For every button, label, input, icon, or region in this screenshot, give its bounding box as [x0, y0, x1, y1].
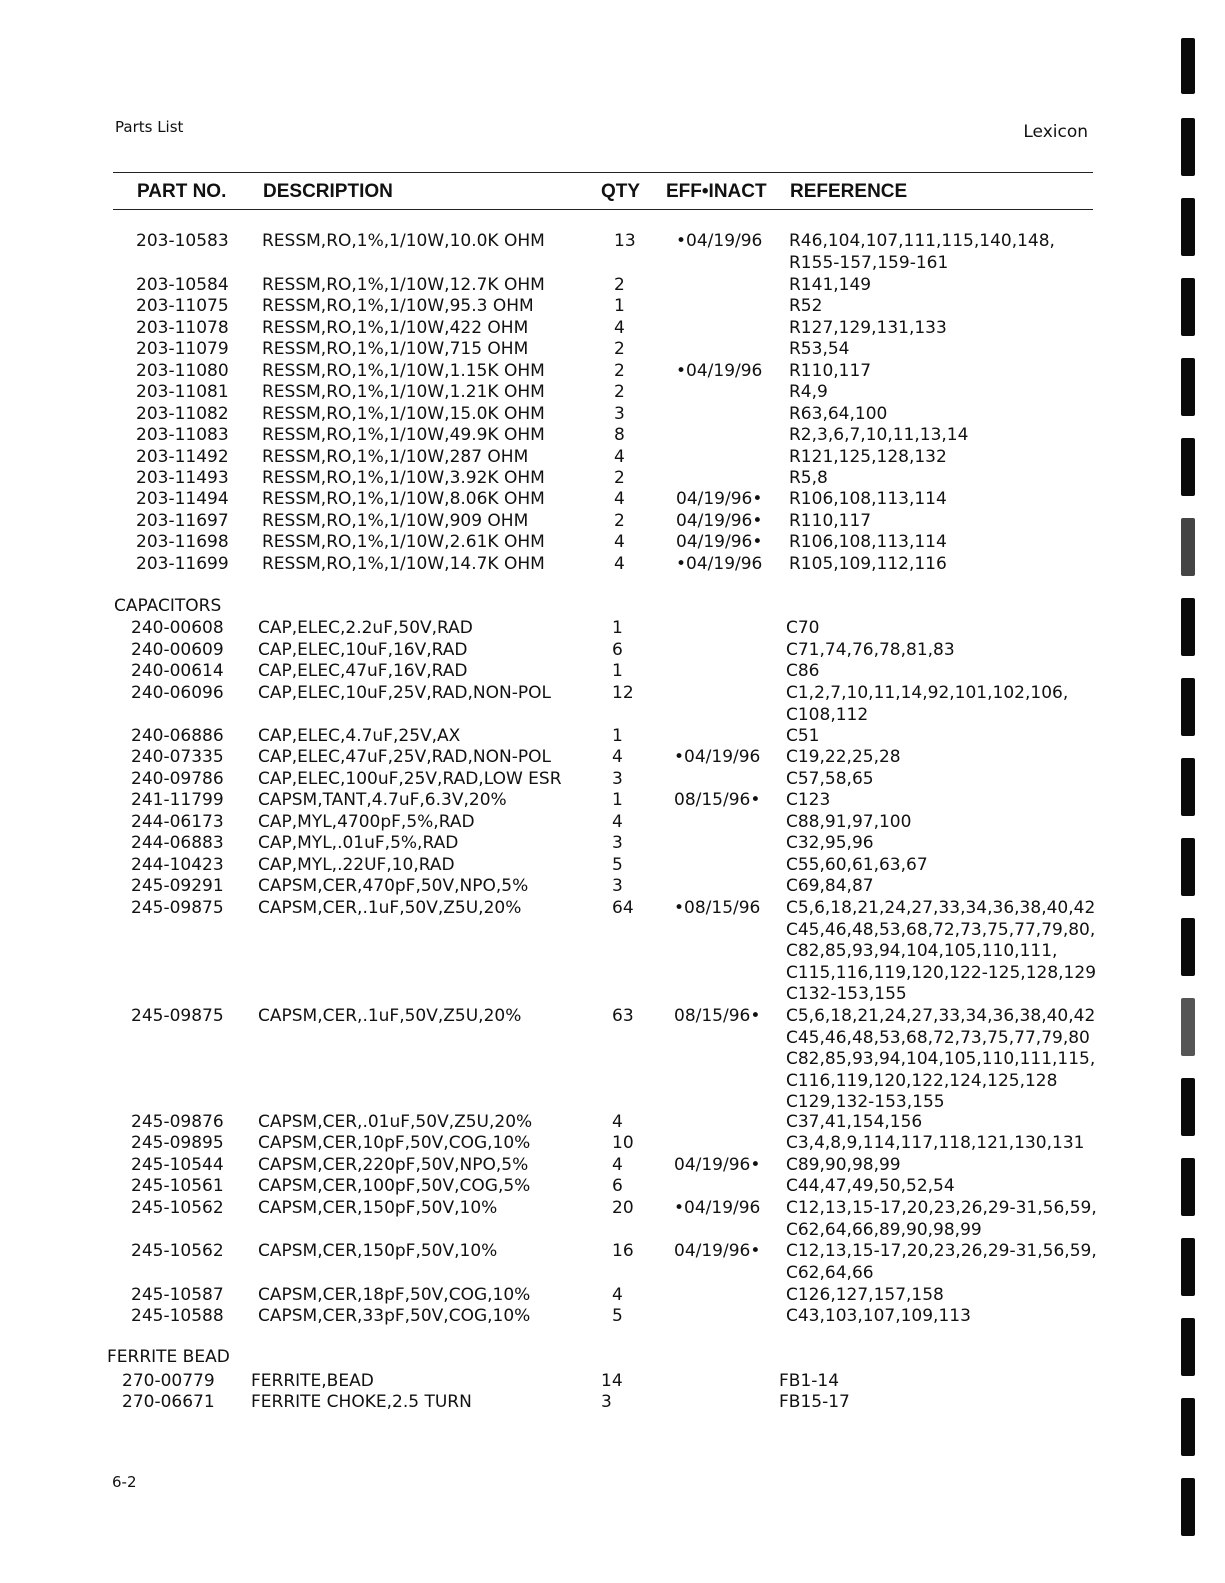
description: CAP,ELEC,47uF,25V,RAD,NON-POL: [258, 747, 551, 767]
reference: [789, 275, 871, 297]
part-number: 240-00609: [131, 640, 224, 660]
eff-inact-date: 04/19/96•: [674, 1241, 761, 1261]
qty: 3: [612, 769, 623, 789]
reference: [786, 640, 955, 662]
part-number: 245-10587: [131, 1285, 224, 1305]
qty: 4: [612, 812, 623, 832]
reference: [786, 833, 874, 855]
description: CAPSM,CER,150pF,50V,10%: [258, 1198, 498, 1218]
header-right: Lexicon: [1023, 122, 1088, 142]
part-number: 245-09876: [131, 1112, 224, 1132]
qty: 2: [614, 275, 625, 295]
reference-line: R141,149: [789, 275, 872, 295]
reference: [789, 382, 828, 404]
reference: [789, 339, 849, 361]
reference-line: C126,127,157,158: [786, 1285, 944, 1305]
eff-inact-date: •04/19/96: [676, 231, 763, 251]
col-header-part-no: PART NO.: [137, 181, 227, 202]
part-number: 203-11075: [136, 296, 229, 316]
reference-line: C89,90,98,99: [786, 1155, 901, 1175]
description: FERRITE,BEAD: [251, 1371, 374, 1391]
reference: [786, 683, 1068, 726]
reference-line: C115,116,119,120,122-125,128,129: [786, 962, 1097, 983]
reference-line: C82,85,93,94,104,105,110,111,: [786, 941, 1058, 961]
eff-inact-date: 08/15/96•: [674, 1006, 761, 1026]
description: RESSM,RO,1%,1/10W,8.06K OHM: [262, 489, 545, 509]
part-number: 203-11493: [136, 468, 229, 488]
reference-line: R4,9: [789, 382, 828, 402]
reference-line: C62,64,66,89,90,98,99: [786, 1219, 982, 1240]
part-number: 240-07335: [131, 747, 224, 767]
reference-line: R105,109,112,116: [789, 554, 947, 574]
reference-line: C129,132-153,155: [786, 1092, 945, 1112]
eff-inact-date: 08/15/96•: [674, 790, 761, 810]
part-number: 244-06883: [131, 833, 224, 853]
part-number: 245-09291: [131, 876, 224, 896]
reference: [786, 1241, 1097, 1284]
qty: 4: [614, 532, 625, 552]
description: RESSM,RO,1%,1/10W,422 OHM: [262, 318, 529, 338]
reference: [779, 1392, 850, 1414]
qty: 1: [612, 618, 623, 638]
reference: [786, 769, 874, 791]
part-number: 203-10583: [136, 231, 229, 251]
description: RESSM,RO,1%,1/10W,14.7K OHM: [262, 554, 545, 574]
reference-line: C70: [786, 618, 820, 638]
qty: 1: [612, 790, 623, 810]
reference-line: C1,2,7,10,11,14,92,101,102,106,: [786, 683, 1069, 703]
reference: [786, 876, 874, 898]
eff-inact-date: •04/19/96: [676, 361, 763, 381]
qty: 1: [612, 661, 623, 681]
description: RESSM,RO,1%,1/10W,1.15K OHM: [262, 361, 545, 381]
reference: [786, 1176, 955, 1198]
eff-inact-date: •04/19/96: [674, 747, 761, 767]
reference: [789, 425, 968, 447]
eff-inact-date: 04/19/96•: [676, 511, 763, 531]
qty: 4: [612, 1285, 623, 1305]
description: CAPSM,CER,.01uF,50V,Z5U,20%: [258, 1112, 533, 1132]
reference: [789, 404, 887, 426]
section-label: CAPACITORS: [114, 596, 222, 616]
reference-line: C69,84,87: [786, 876, 874, 896]
reference: [786, 1285, 944, 1307]
reference-line: C108,112: [786, 704, 869, 725]
qty: 2: [614, 339, 625, 359]
qty: 20: [612, 1198, 634, 1218]
reference-line: R127,129,131,133: [789, 318, 947, 338]
reference-line: R106,108,113,114: [789, 489, 947, 509]
qty: 3: [601, 1392, 612, 1412]
reference-line: R46,104,107,111,115,140,148,: [789, 231, 1055, 251]
part-number: 203-11494: [136, 489, 229, 509]
description: CAP,ELEC,10uF,25V,RAD,NON-POL: [258, 683, 551, 703]
reference-line: C45,46,48,53,68,72,73,75,77,79,80: [786, 1027, 1090, 1048]
reference-line: C123: [786, 790, 831, 810]
description: CAP,ELEC,10uF,16V,RAD: [258, 640, 468, 660]
part-number: 245-10561: [131, 1176, 224, 1196]
col-header-qty: QTY: [601, 181, 641, 202]
reference-line: R63,64,100: [789, 404, 888, 424]
description: RESSM,RO,1%,1/10W,10.0K OHM: [262, 231, 545, 251]
reference: [789, 554, 947, 576]
part-number: 240-06886: [131, 726, 224, 746]
col-header-description: DESCRIPTION: [263, 181, 393, 202]
reference-line: C132-153,155: [786, 984, 907, 1004]
description: CAP,ELEC,4.7uF,25V,AX: [258, 726, 461, 746]
reference: [789, 468, 828, 490]
part-number: 240-00614: [131, 661, 224, 681]
part-number: 245-09875: [131, 1006, 224, 1026]
qty: 4: [614, 318, 625, 338]
qty: 4: [614, 489, 625, 509]
description: CAPSM,CER,220pF,50V,NPO,5%: [258, 1155, 529, 1175]
qty: 1: [612, 726, 623, 746]
reference-line: C51: [786, 726, 820, 746]
reference-line: C45,46,48,53,68,72,73,75,77,79,80,: [786, 919, 1096, 940]
description: CAPSM,CER,470pF,50V,NPO,5%: [258, 876, 529, 896]
description: RESSM,RO,1%,1/10W,287 OHM: [262, 447, 529, 467]
description: CAPSM,CER,100pF,50V,COG,5%: [258, 1176, 531, 1196]
part-number: 203-10584: [136, 275, 229, 295]
reference-line: C62,64,66: [786, 1262, 874, 1283]
description: CAP,MYL,.01uF,5%,RAD: [258, 833, 459, 853]
qty: 3: [614, 404, 625, 424]
description: CAPSM,CER,18pF,50V,COG,10%: [258, 1285, 531, 1305]
part-number: 203-11697: [136, 511, 229, 531]
description: RESSM,RO,1%,1/10W,15.0K OHM: [262, 404, 545, 424]
qty: 13: [614, 231, 636, 251]
qty: 8: [614, 425, 625, 445]
reference-line: R155-157,159-161: [789, 252, 949, 273]
reference-line: C3,4,8,9,114,117,118,121,130,131: [786, 1133, 1085, 1153]
eff-inact-date: 04/19/96•: [676, 489, 763, 509]
qty: 64: [612, 898, 634, 918]
header-left: Parts List: [115, 118, 184, 136]
description: CAPSM,CER,10pF,50V,COG,10%: [258, 1133, 531, 1153]
qty: 2: [614, 361, 625, 381]
part-number: 240-06096: [131, 683, 224, 703]
reference-line: C5,6,18,21,24,27,33,34,36,38,40,42: [786, 1006, 1096, 1026]
reference: [786, 618, 820, 640]
description: RESSM,RO,1%,1/10W,1.21K OHM: [262, 382, 545, 402]
reference-line: C57,58,65: [786, 769, 874, 789]
qty: 4: [612, 1112, 623, 1132]
description: CAPSM,CER,150pF,50V,10%: [258, 1241, 498, 1261]
part-number: 240-00608: [131, 618, 224, 638]
reference: [789, 447, 947, 469]
part-number: 245-09895: [131, 1133, 224, 1153]
part-number: 203-11698: [136, 532, 229, 552]
description: CAP,ELEC,2.2uF,50V,RAD: [258, 618, 473, 638]
description: RESSM,RO,1%,1/10W,715 OHM: [262, 339, 529, 359]
reference-line: C12,13,15-17,20,23,26,29-31,56,59,: [786, 1241, 1097, 1261]
reference-line: C88,91,97,100: [786, 812, 912, 832]
reference: [789, 489, 947, 511]
reference-line: C82,85,93,94,104,105,110,111,115,: [786, 1049, 1096, 1069]
reference: [786, 747, 901, 769]
reference: [786, 1112, 922, 1134]
reference: [786, 898, 1096, 1006]
part-number: 203-11078: [136, 318, 229, 338]
description: RESSM,RO,1%,1/10W,2.61K OHM: [262, 532, 545, 552]
reference-line: R106,108,113,114: [789, 532, 947, 552]
description: RESSM,RO,1%,1/10W,909 OHM: [262, 511, 529, 531]
reference-line: C55,60,61,63,67: [786, 855, 928, 875]
part-number: 245-10588: [131, 1306, 224, 1326]
reference: [789, 296, 822, 318]
qty: 4: [614, 554, 625, 574]
part-number: 203-11081: [136, 382, 229, 402]
qty: 2: [614, 382, 625, 402]
reference: [786, 1155, 901, 1177]
qty: 5: [612, 855, 623, 875]
qty: 3: [612, 833, 623, 853]
reference: [786, 855, 928, 877]
description: RESSM,RO,1%,1/10W,12.7K OHM: [262, 275, 545, 295]
reference-line: C43,103,107,109,113: [786, 1306, 971, 1326]
part-number: 240-09786: [131, 769, 224, 789]
reference-line: R2,3,6,7,10,11,13,14: [789, 425, 969, 445]
reference: [789, 532, 947, 554]
col-header-eff-inact: EFF•INACT: [666, 181, 767, 202]
reference-line: C12,13,15-17,20,23,26,29-31,56,59,: [786, 1198, 1097, 1218]
description: CAP,ELEC,100uF,25V,RAD,LOW ESR: [258, 769, 562, 789]
reference-line: C32,95,96: [786, 833, 874, 853]
part-number: 203-11492: [136, 447, 229, 467]
part-number: 203-11083: [136, 425, 229, 445]
description: FERRITE CHOKE,2.5 TURN: [251, 1392, 472, 1412]
part-number: 270-06671: [122, 1392, 215, 1412]
qty: 5: [612, 1306, 623, 1326]
reference: [786, 726, 820, 748]
part-number: 245-10562: [131, 1198, 224, 1218]
part-number: 244-10423: [131, 855, 224, 875]
description: RESSM,RO,1%,1/10W,49.9K OHM: [262, 425, 545, 445]
footer-page-number: 6-2: [112, 1473, 137, 1491]
part-number: 244-06173: [131, 812, 224, 832]
description: RESSM,RO,1%,1/10W,95.3 OHM: [262, 296, 534, 316]
col-header-reference: REFERENCE: [790, 181, 908, 202]
reference-line: C44,47,49,50,52,54: [786, 1176, 955, 1196]
reference: [786, 812, 911, 834]
reference-line: R52: [789, 296, 823, 316]
qty: 16: [612, 1241, 634, 1261]
reference: [786, 661, 820, 683]
qty: 2: [614, 511, 625, 531]
eff-inact-date: •04/19/96: [674, 1198, 761, 1218]
part-number: 270-00779: [122, 1371, 215, 1391]
part-number: 245-10544: [131, 1155, 224, 1175]
part-number: 203-11082: [136, 404, 229, 424]
qty: 4: [612, 1155, 623, 1175]
qty: 3: [612, 876, 623, 896]
reference-line: C86: [786, 661, 820, 681]
section-label: FERRITE BEAD: [107, 1347, 230, 1367]
reference-line: C5,6,18,21,24,27,33,34,36,38,40,42: [786, 898, 1096, 918]
part-number: 203-11080: [136, 361, 229, 381]
reference: [786, 1133, 1084, 1155]
reference-line: C116,119,120,122,124,125,128: [786, 1070, 1058, 1091]
reference-line: FB15-17: [779, 1392, 850, 1412]
reference: [789, 511, 871, 533]
reference-line: C71,74,76,78,81,83: [786, 640, 955, 660]
qty: 1: [614, 296, 625, 316]
description: CAPSM,CER,.1uF,50V,Z5U,20%: [258, 1006, 522, 1026]
reference-line: C37,41,154,156: [786, 1112, 923, 1132]
qty: 6: [612, 1176, 623, 1196]
reference: [789, 361, 871, 383]
reference: [779, 1371, 839, 1393]
description: CAP,ELEC,47uF,16V,RAD: [258, 661, 468, 681]
eff-inact-date: •04/19/96: [676, 554, 763, 574]
reference-line: R53,54: [789, 339, 850, 359]
reference: [786, 1006, 1095, 1114]
description: CAP,MYL,4700pF,5%,RAD: [258, 812, 475, 832]
eff-inact-date: 04/19/96•: [674, 1155, 761, 1175]
part-number: 203-11699: [136, 554, 229, 574]
qty: 2: [614, 468, 625, 488]
description: CAPSM,CER,33pF,50V,COG,10%: [258, 1306, 531, 1326]
reference: [786, 1306, 971, 1328]
part-number: 203-11079: [136, 339, 229, 359]
qty: 10: [612, 1133, 634, 1153]
description: RESSM,RO,1%,1/10W,3.92K OHM: [262, 468, 545, 488]
reference-line: R121,125,128,132: [789, 447, 947, 467]
reference-line: R110,117: [789, 511, 872, 531]
qty: 14: [601, 1371, 623, 1391]
qty: 4: [614, 447, 625, 467]
qty: 4: [612, 747, 623, 767]
qty: 6: [612, 640, 623, 660]
reference: [789, 231, 1055, 274]
part-number: 245-09875: [131, 898, 224, 918]
qty: 12: [612, 683, 634, 703]
reference-line: R5,8: [789, 468, 828, 488]
description: CAPSM,CER,.1uF,50V,Z5U,20%: [258, 898, 522, 918]
reference: [786, 790, 830, 812]
part-number: 245-10562: [131, 1241, 224, 1261]
reference: [786, 1198, 1097, 1241]
description: CAPSM,TANT,4.7uF,6.3V,20%: [258, 790, 507, 810]
reference-line: C19,22,25,28: [786, 747, 901, 767]
eff-inact-date: 04/19/96•: [676, 532, 763, 552]
description: CAP,MYL,.22UF,10,RAD: [258, 855, 455, 875]
reference-line: R110,117: [789, 361, 872, 381]
reference: [789, 318, 947, 340]
reference-line: FB1-14: [779, 1371, 840, 1391]
eff-inact-date: •08/15/96: [674, 898, 761, 918]
qty: 63: [612, 1006, 634, 1026]
part-number: 241-11799: [131, 790, 224, 810]
